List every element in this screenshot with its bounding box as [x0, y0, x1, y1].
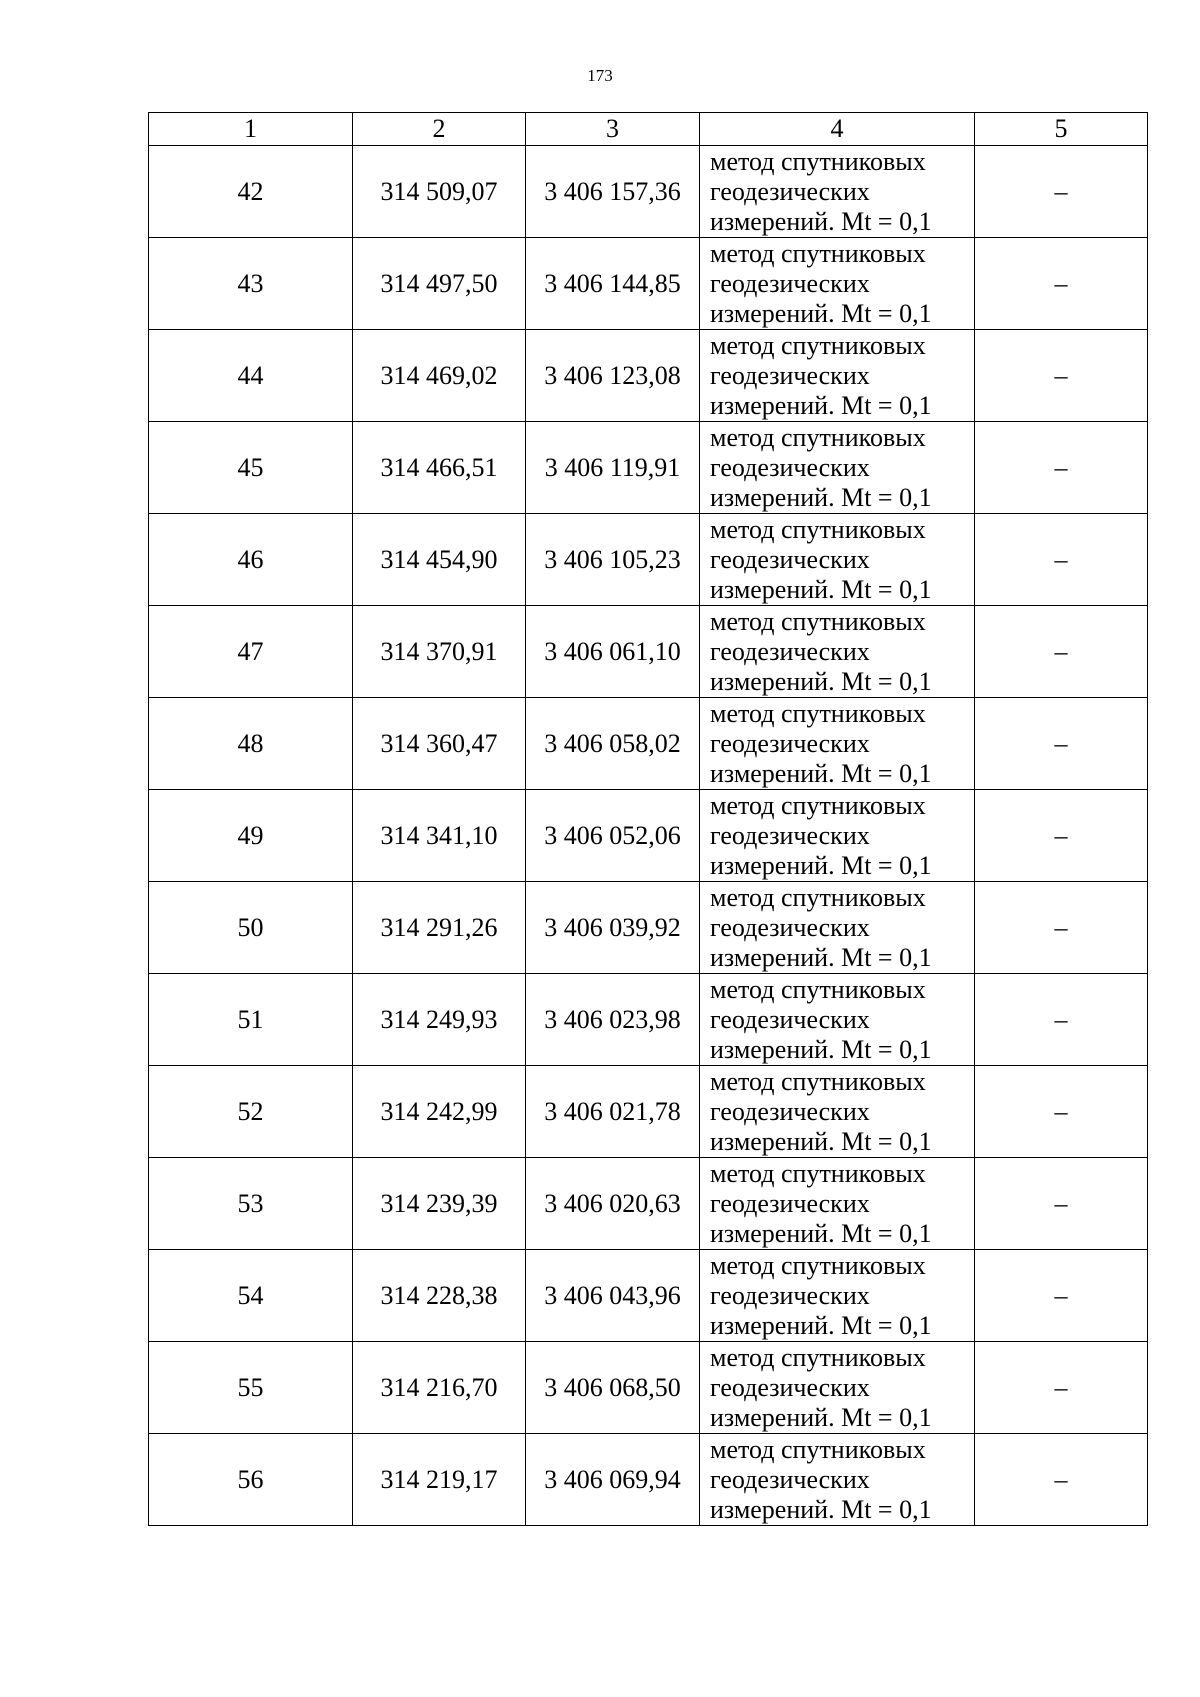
- method-text-line: измерений. Mt = 0,1: [710, 574, 932, 604]
- method-text-line: геодезических: [710, 1280, 870, 1310]
- method-text-line: метод спутниковых: [710, 1158, 926, 1188]
- point-number-cell: 50: [149, 882, 353, 974]
- table-row: [149, 422, 1148, 514]
- table-row: [149, 882, 1148, 974]
- note-cell: –: [975, 882, 1148, 974]
- y-coordinate-cell: 3 406 105,23: [526, 514, 700, 606]
- method-cell: [700, 1342, 975, 1434]
- method-text-line: геодезических: [710, 1372, 870, 1402]
- method-cell: [700, 790, 975, 882]
- point-number-cell: 52: [149, 1066, 353, 1158]
- point-number-cell: 55: [149, 1342, 353, 1434]
- method-text-line: метод спутниковых: [710, 1434, 926, 1464]
- method-text-line: геодезических: [710, 1096, 870, 1126]
- method-cell: [700, 698, 975, 790]
- x-coordinate-cell: 314 360,47: [353, 698, 526, 790]
- method-text-line: измерений. Mt = 0,1: [710, 1494, 932, 1524]
- table-row: [149, 514, 1148, 606]
- note-cell: –: [975, 514, 1148, 606]
- point-number-cell: 53: [149, 1158, 353, 1250]
- method-cell: [700, 330, 975, 422]
- method-cell: [700, 1434, 975, 1526]
- method-text-line: геодезических: [710, 452, 870, 482]
- method-text-line: измерений. Mt = 0,1: [710, 1034, 932, 1064]
- y-coordinate-cell: 3 406 043,96: [526, 1250, 700, 1342]
- method-text-line: измерений. Mt = 0,1: [710, 298, 932, 328]
- method-text-line: измерений. Mt = 0,1: [710, 666, 932, 696]
- method-text-line: геодезических: [710, 1004, 870, 1034]
- point-number-cell: 54: [149, 1250, 353, 1342]
- header-cell-method: 4: [700, 113, 975, 146]
- page-number: 173: [587, 66, 613, 85]
- method-cell: [700, 882, 975, 974]
- y-coordinate-cell: 3 406 119,91: [526, 422, 700, 514]
- method-text-line: метод спутниковых: [710, 146, 926, 176]
- header-cell-y: 3: [526, 113, 700, 146]
- table-row: [149, 606, 1148, 698]
- method-text-line: геодезических: [710, 544, 870, 574]
- note-cell: –: [975, 422, 1148, 514]
- table-row: [149, 146, 1148, 238]
- point-number-cell: 56: [149, 1434, 353, 1526]
- x-coordinate-cell: 314 228,38: [353, 1250, 526, 1342]
- y-coordinate-cell: 3 406 144,85: [526, 238, 700, 330]
- method-cell: [700, 422, 975, 514]
- x-coordinate-cell: 314 370,91: [353, 606, 526, 698]
- y-coordinate-cell: 3 406 123,08: [526, 330, 700, 422]
- point-number-cell: 51: [149, 974, 353, 1066]
- method-text-line: геодезических: [710, 1188, 870, 1218]
- header-cell-note: 5: [975, 113, 1148, 146]
- method-text-line: метод спутниковых: [710, 698, 926, 728]
- note-cell: –: [975, 698, 1148, 790]
- table-row: [149, 974, 1148, 1066]
- method-text-line: геодезических: [710, 1464, 870, 1494]
- coordinates-table: [148, 112, 1148, 1526]
- x-coordinate-cell: 314 454,90: [353, 514, 526, 606]
- table-row: [149, 1250, 1148, 1342]
- note-cell: –: [975, 790, 1148, 882]
- table-row: [149, 1158, 1148, 1250]
- method-text-line: измерений. Mt = 0,1: [710, 758, 932, 788]
- method-text-line: геодезических: [710, 360, 870, 390]
- x-coordinate-cell: 314 341,10: [353, 790, 526, 882]
- method-cell: [700, 1066, 975, 1158]
- method-text-line: метод спутниковых: [710, 606, 926, 636]
- method-text-line: метод спутниковых: [710, 514, 926, 544]
- method-text-line: измерений. Mt = 0,1: [710, 1126, 932, 1156]
- x-coordinate-cell: 314 469,02: [353, 330, 526, 422]
- table-row: [149, 698, 1148, 790]
- point-number-cell: 48: [149, 698, 353, 790]
- method-text-line: метод спутниковых: [710, 1342, 926, 1372]
- y-coordinate-cell: 3 406 020,63: [526, 1158, 700, 1250]
- point-number-cell: 44: [149, 330, 353, 422]
- method-cell: [700, 146, 975, 238]
- method-text-line: измерений. Mt = 0,1: [710, 1310, 932, 1340]
- table-row: [149, 1066, 1148, 1158]
- method-cell: [700, 606, 975, 698]
- method-text-line: геодезических: [710, 728, 870, 758]
- table-row: [149, 330, 1148, 422]
- method-text-line: геодезических: [710, 176, 870, 206]
- method-text-line: метод спутниковых: [710, 974, 926, 1004]
- method-text-line: измерений. Mt = 0,1: [710, 850, 932, 880]
- x-coordinate-cell: 314 509,07: [353, 146, 526, 238]
- point-number-cell: 47: [149, 606, 353, 698]
- note-cell: –: [975, 330, 1148, 422]
- method-cell: [700, 238, 975, 330]
- method-cell: [700, 514, 975, 606]
- x-coordinate-cell: 314 466,51: [353, 422, 526, 514]
- y-coordinate-cell: 3 406 058,02: [526, 698, 700, 790]
- x-coordinate-cell: 314 216,70: [353, 1342, 526, 1434]
- method-text-line: измерений. Mt = 0,1: [710, 482, 932, 512]
- method-cell: [700, 1250, 975, 1342]
- x-coordinate-cell: 314 239,39: [353, 1158, 526, 1250]
- x-coordinate-cell: 314 242,99: [353, 1066, 526, 1158]
- method-text-line: метод спутниковых: [710, 422, 926, 452]
- header-cell-x: 2: [353, 113, 526, 146]
- method-text-line: геодезических: [710, 268, 870, 298]
- method-text-line: измерений. Mt = 0,1: [710, 206, 932, 236]
- table-row: [149, 238, 1148, 330]
- note-cell: –: [975, 238, 1148, 330]
- method-cell: [700, 1158, 975, 1250]
- table-body: [149, 146, 1148, 1526]
- x-coordinate-cell: 314 249,93: [353, 974, 526, 1066]
- table-row: [149, 1434, 1148, 1526]
- point-number-cell: 49: [149, 790, 353, 882]
- y-coordinate-cell: 3 406 023,98: [526, 974, 700, 1066]
- method-text-line: геодезических: [710, 636, 870, 666]
- y-coordinate-cell: 3 406 069,94: [526, 1434, 700, 1526]
- method-text-line: геодезических: [710, 912, 870, 942]
- note-cell: –: [975, 1342, 1148, 1434]
- point-number-cell: 42: [149, 146, 353, 238]
- method-text-line: метод спутниковых: [710, 330, 926, 360]
- y-coordinate-cell: 3 406 061,10: [526, 606, 700, 698]
- table-row: [149, 790, 1148, 882]
- method-text-line: измерений. Mt = 0,1: [710, 942, 932, 972]
- point-number-cell: 43: [149, 238, 353, 330]
- method-text-line: измерений. Mt = 0,1: [710, 1402, 932, 1432]
- method-text-line: измерений. Mt = 0,1: [710, 1218, 932, 1248]
- method-text-line: измерений. Mt = 0,1: [710, 390, 932, 420]
- y-coordinate-cell: 3 406 157,36: [526, 146, 700, 238]
- y-coordinate-cell: 3 406 039,92: [526, 882, 700, 974]
- method-text-line: метод спутниковых: [710, 882, 926, 912]
- note-cell: –: [975, 146, 1148, 238]
- y-coordinate-cell: 3 406 021,78: [526, 1066, 700, 1158]
- note-cell: –: [975, 1158, 1148, 1250]
- note-cell: –: [975, 1066, 1148, 1158]
- point-number-cell: 46: [149, 514, 353, 606]
- note-cell: –: [975, 1434, 1148, 1526]
- method-text-line: метод спутниковых: [710, 1250, 926, 1280]
- note-cell: –: [975, 606, 1148, 698]
- method-text-line: геодезических: [710, 820, 870, 850]
- table-header: [149, 113, 1148, 146]
- x-coordinate-cell: 314 497,50: [353, 238, 526, 330]
- method-text-line: метод спутниковых: [710, 790, 926, 820]
- x-coordinate-cell: 314 219,17: [353, 1434, 526, 1526]
- y-coordinate-cell: 3 406 052,06: [526, 790, 700, 882]
- y-coordinate-cell: 3 406 068,50: [526, 1342, 700, 1434]
- method-text-line: метод спутниковых: [710, 1066, 926, 1096]
- x-coordinate-cell: 314 291,26: [353, 882, 526, 974]
- point-number-cell: 45: [149, 422, 353, 514]
- method-cell: [700, 974, 975, 1066]
- table-row: [149, 1342, 1148, 1434]
- header-row: [149, 113, 1148, 146]
- note-cell: –: [975, 1250, 1148, 1342]
- method-text-line: метод спутниковых: [710, 238, 926, 268]
- note-cell: –: [975, 974, 1148, 1066]
- header-cell-point: 1: [149, 113, 353, 146]
